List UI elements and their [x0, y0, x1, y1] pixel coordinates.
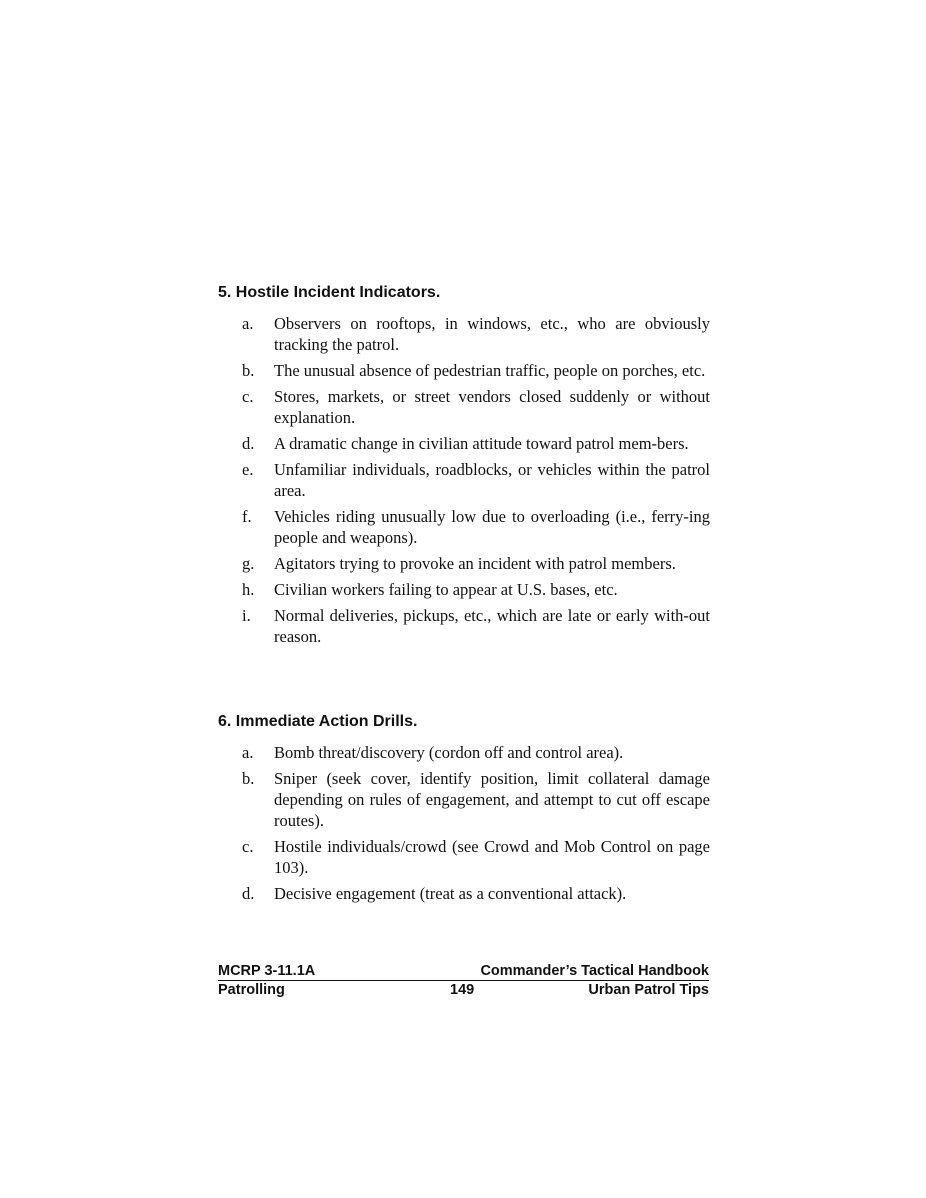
list-item: [242, 506, 710, 548]
footer-handbook-title: Commander’s Tactical Handbook: [480, 963, 709, 979]
list-item: [242, 386, 710, 428]
list-marker: a.: [242, 314, 254, 333]
list-marker: h.: [242, 580, 255, 599]
section-6-heading: 6. Immediate Action Drills.: [218, 713, 418, 730]
footer-top-row: [218, 962, 709, 981]
list-item: [242, 883, 710, 904]
list-item-text: Normal deliveries, pickups, etc., which are late or early with-out reason.: [274, 606, 710, 646]
list-item: [242, 605, 710, 647]
list-marker: e.: [242, 460, 254, 479]
list-item-text: Vehicles riding unusually low due to overloading (i.e., ferry-ing people and weapons).: [274, 507, 710, 547]
list-item: [242, 433, 710, 454]
list-item-text: The unusual absence of pedestrian traffic, people on porches, etc.: [274, 361, 706, 380]
list-item-text: Agitators trying to provoke an incident with patrol members.: [274, 554, 676, 573]
footer-bottom-row: [218, 981, 709, 999]
list-marker: b.: [242, 361, 255, 380]
list-item-text: Sniper (seek cover, identify position, limit collateral damage depending on rules of engagement, and attempt to cut off escape routes).: [274, 769, 710, 830]
footer-doc-id: MCRP 3-11.1A: [218, 963, 316, 979]
list-marker: c.: [242, 837, 254, 856]
list-marker: b.: [242, 769, 255, 788]
list-item-text: A dramatic change in civilian attitude toward patrol mem-bers.: [274, 434, 689, 453]
section-6-list: [242, 742, 710, 909]
page-number: 149: [450, 982, 475, 998]
list-item-text: Stores, markets, or street vendors closed suddenly or without explanation.: [274, 387, 710, 427]
footer-section-title: Urban Patrol Tips: [588, 982, 709, 998]
list-marker: d.: [242, 434, 255, 453]
list-item: [242, 579, 710, 600]
list-item: [242, 360, 710, 381]
list-item: [242, 553, 710, 574]
list-marker: i.: [242, 606, 251, 625]
list-item-text: Unfamiliar individuals, roadblocks, or vehicles within the patrol area.: [274, 460, 710, 500]
list-marker: g.: [242, 554, 255, 573]
list-item-text: Decisive engagement (treat as a conventional attack).: [274, 884, 627, 903]
list-item: [242, 459, 710, 501]
footer-chapter: Patrolling: [218, 982, 285, 998]
list-item-text: Civilian workers failing to appear at U.S. bases, etc.: [274, 580, 618, 599]
section-5-heading: 5. Hostile Incident Indicators.: [218, 284, 441, 301]
list-item: [242, 768, 710, 831]
list-item-text: Observers on rooftops, in windows, etc., who are obviously tracking the patrol.: [274, 314, 710, 354]
list-marker: a.: [242, 743, 254, 762]
list-item-text: Hostile individuals/crowd (see Crowd and Mob Control on page 103).: [274, 837, 710, 877]
list-item: [242, 836, 710, 878]
list-item: [242, 313, 710, 355]
list-marker: f.: [242, 507, 252, 526]
list-marker: d.: [242, 884, 255, 903]
list-marker: c.: [242, 387, 254, 406]
section-5-list: [242, 313, 710, 652]
list-item: [242, 742, 710, 763]
list-item-text: Bomb threat/discovery (cordon off and control area).: [274, 743, 624, 762]
